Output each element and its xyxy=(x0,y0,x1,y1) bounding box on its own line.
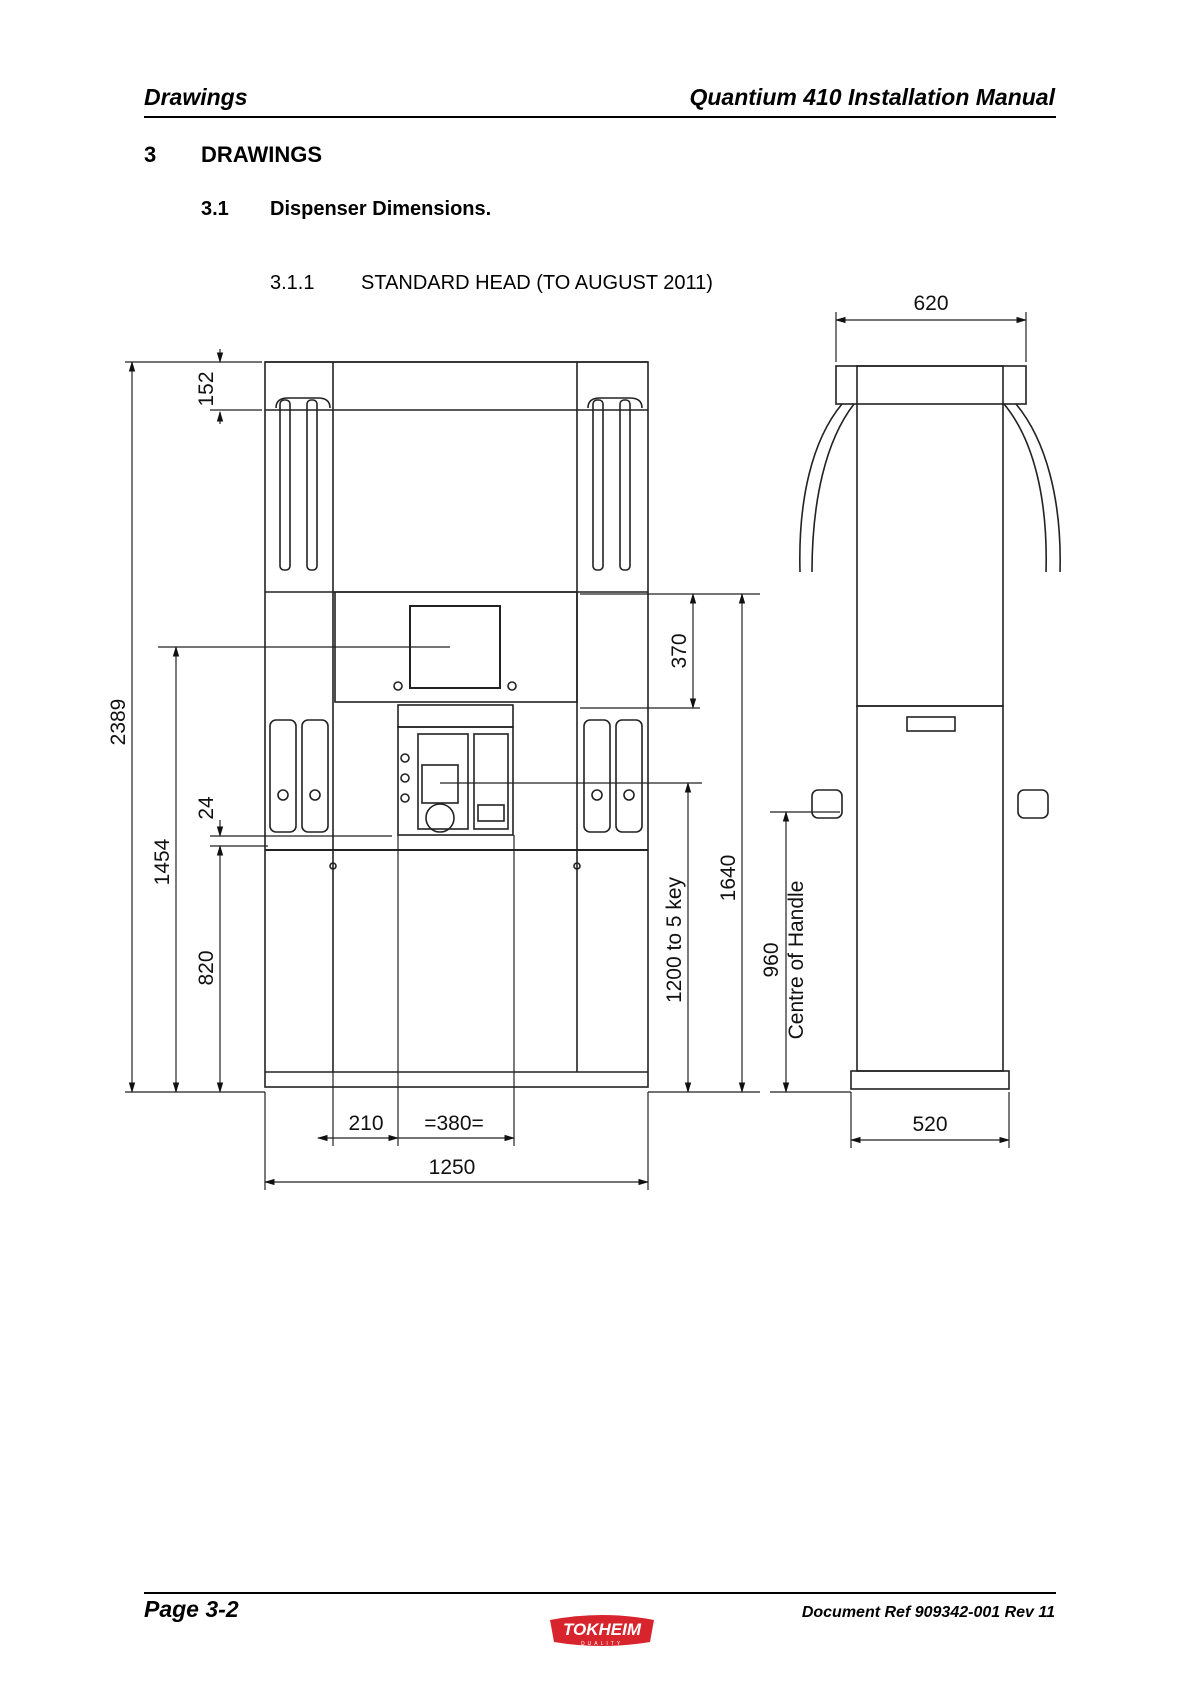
front-view xyxy=(265,362,648,1087)
dim-1640: 1640 xyxy=(717,854,740,902)
receipt-slot xyxy=(398,705,513,727)
side-base xyxy=(851,1071,1009,1089)
dim-820: 820 xyxy=(195,950,218,986)
side-hose-right xyxy=(1016,404,1060,572)
dim-380: =380= xyxy=(424,1112,484,1135)
document-ref: Document Ref 909342-001 Rev 11 xyxy=(801,1604,1055,1621)
side-nozzle-left xyxy=(812,790,842,818)
front-outline xyxy=(265,362,648,1087)
dim-152: 152 xyxy=(195,371,218,407)
dim-24: 24 xyxy=(195,796,218,820)
logo-tagline: QUALITY xyxy=(580,1641,624,1647)
running-header-right: Quantium 410 Installation Manual xyxy=(689,84,1055,110)
dim-620: 620 xyxy=(913,292,949,315)
subsection-title: Dispenser Dimensions. xyxy=(270,198,492,220)
side-nozzle-right xyxy=(1018,790,1048,818)
dim-1454: 1454 xyxy=(151,838,174,886)
running-header-left: Drawings xyxy=(144,84,248,110)
side-vent xyxy=(907,717,955,731)
page-number: Page 3-2 xyxy=(144,1596,239,1622)
subsubsection-number: 3.1.1 xyxy=(270,272,315,294)
dim-centre-of-handle: Centre of Handle xyxy=(785,880,808,1040)
side-upper xyxy=(857,366,1003,706)
dim-520: 520 xyxy=(912,1113,948,1136)
subsection-number: 3.1 xyxy=(201,198,229,220)
section-title: DRAWINGS xyxy=(201,142,322,167)
side-head xyxy=(836,366,1026,404)
nozzle-hooks-left xyxy=(276,398,330,570)
dim-2389: 2389 xyxy=(107,698,130,746)
section-number: 3 xyxy=(144,142,157,167)
nozzles-right xyxy=(584,720,642,832)
nozzles-left xyxy=(270,720,328,832)
dim-1250: 1250 xyxy=(428,1156,476,1179)
side-lower xyxy=(857,706,1003,1071)
dim-210: 210 xyxy=(348,1112,384,1135)
side-hose-left xyxy=(800,404,842,572)
footer-rule xyxy=(144,1592,1056,1594)
dim-1200-to-5-key: 1200 to 5 key xyxy=(663,876,686,1004)
side-view xyxy=(800,366,1060,1089)
dimension-lines xyxy=(125,312,1026,1190)
subsubsection-title: STANDARD HEAD (TO AUGUST 2011) xyxy=(361,272,713,294)
dim-370: 370 xyxy=(668,633,691,669)
tokheim-logo xyxy=(546,1612,658,1650)
keypad-block xyxy=(398,727,513,835)
nozzle-hooks-right xyxy=(588,398,642,570)
logo-wordmark: TOKHEIM xyxy=(562,1620,642,1639)
dim-960: 960 xyxy=(760,942,783,978)
